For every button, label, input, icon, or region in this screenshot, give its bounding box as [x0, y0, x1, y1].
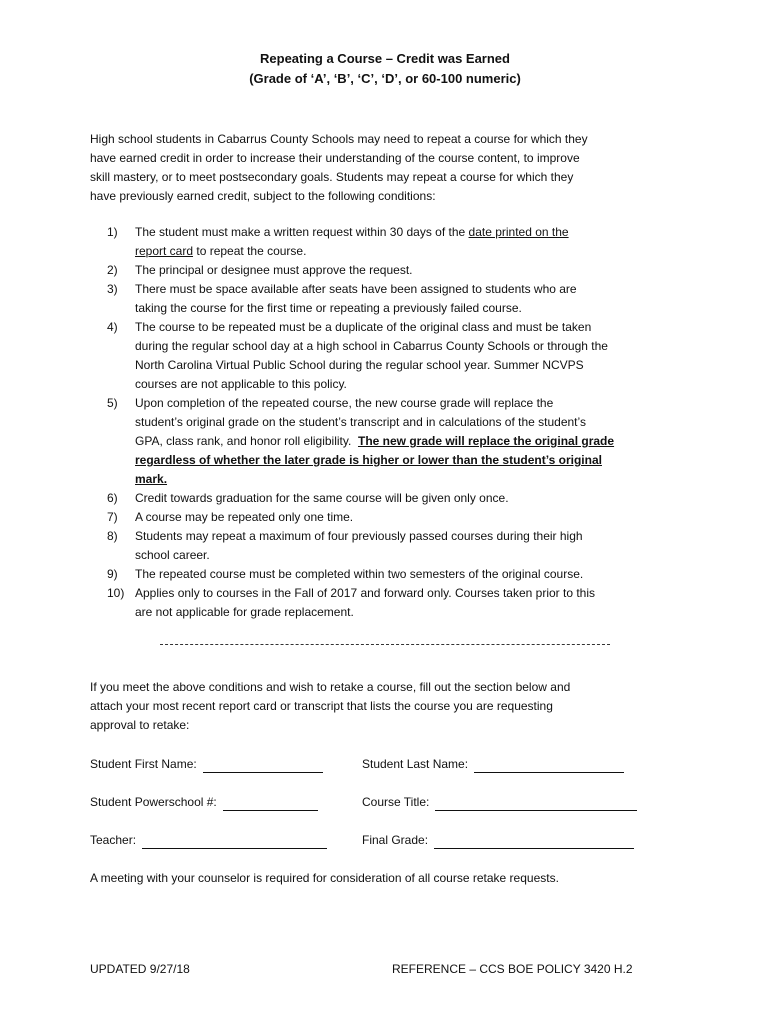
bold-underlined-text: mark. [135, 472, 168, 486]
condition-text: Students may repeat a maximum of four previously passed courses during their high [135, 529, 583, 543]
condition-text: to repeat the course. [193, 244, 307, 258]
condition-text: student’s original grade on the student’s transcript and in calculations of the student’s [135, 415, 586, 429]
condition-text: school career. [135, 548, 210, 562]
document-title [0, 49, 770, 89]
bold-underlined-text: The new grade will replace the original grade [357, 434, 615, 448]
condition-item [90, 318, 690, 394]
condition-item [90, 280, 690, 318]
retake-line: If you meet the above conditions and wish to retake a course, fill out the section below and [90, 680, 571, 694]
condition-number: 1) [107, 225, 118, 239]
powerschool-blank[interactable] [223, 797, 318, 811]
condition-text: during the regular school day at a high school in Cabarrus County Schools or through the [135, 339, 608, 353]
final-grade-blank[interactable] [434, 835, 634, 849]
intro-line: skill mastery, or to meet postsecondary goals. Students may repeat a course for which they [90, 170, 574, 184]
powerschool-field [90, 793, 318, 811]
condition-number: 4) [107, 320, 118, 334]
condition-item [90, 489, 690, 508]
updated-date: UPDATED 9/27/18 [90, 962, 190, 976]
condition-text: Credit towards graduation for the same course will be given only once. [135, 491, 509, 505]
condition-item [90, 223, 690, 261]
condition-text: A course may be repeated only one time. [135, 510, 354, 524]
final-grade-label: Final Grade: [362, 833, 429, 847]
condition-item [90, 394, 690, 489]
teacher-label: Teacher: [90, 833, 137, 847]
last-name-field [362, 755, 624, 773]
condition-number: 3) [107, 282, 118, 296]
intro-line: have previously earned credit, subject to the following conditions: [90, 189, 436, 203]
condition-text: The principal or designee must approve the request. [135, 263, 413, 277]
condition-number: 2) [107, 263, 118, 277]
last-name-label: Student Last Name: [362, 757, 469, 771]
course-title-blank[interactable] [435, 797, 637, 811]
section-divider [160, 644, 610, 645]
final-grade-field [362, 831, 634, 849]
condition-text: Applies only to courses in the Fall of 2017 and forward only. Courses taken prior to this [135, 586, 596, 600]
condition-text: Upon completion of the repeated course, the new course grade will replace the [135, 396, 554, 410]
condition-item [90, 527, 690, 565]
intro-line: have earned credit in order to increase their understanding of the course content, to improve [90, 151, 580, 165]
retake-paragraph [90, 678, 690, 735]
condition-number: 6) [107, 491, 118, 505]
condition-text: courses are not applicable to this policy. [135, 377, 347, 391]
last-name-blank[interactable] [474, 759, 624, 773]
condition-number: 7) [107, 510, 118, 524]
conditions-list [90, 223, 690, 622]
underlined-text: date printed on the [468, 225, 569, 239]
course-title-field [362, 793, 637, 811]
condition-item [90, 261, 690, 280]
retake-line: attach your most recent report card or transcript that lists the course you are requesting [90, 699, 553, 713]
condition-item [90, 584, 690, 622]
condition-item [90, 508, 690, 527]
condition-number: 8) [107, 529, 118, 543]
first-name-label: Student First Name: [90, 757, 197, 771]
condition-text: There must be space available after seats have been assigned to students who are [135, 282, 577, 296]
condition-item [90, 565, 690, 584]
condition-text: GPA, class rank, and honor roll eligibility. [135, 434, 358, 448]
condition-text: The repeated course must be completed within two semesters of the original course. [135, 567, 584, 581]
policy-reference: REFERENCE – CCS BOE POLICY 3420 H.2 [392, 962, 633, 976]
condition-text: The course to be repeated must be a duplicate of the original class and must be taken [135, 320, 592, 334]
intro-line: High school students in Cabarrus County Schools may need to repeat a course for which they [90, 132, 588, 146]
first-name-blank[interactable] [203, 759, 323, 773]
condition-number: 5) [107, 396, 118, 410]
meeting-note: A meeting with your counselor is required for consideration of all course retake requests. [90, 871, 559, 885]
title-line-2: (Grade of ‘A’, ‘B’, ‘C’, ‘D’, or 60-100 numeric) [249, 71, 521, 86]
condition-text: taking the course for the first time or repeating a previously failed course. [135, 301, 522, 315]
title-line-1: Repeating a Course – Credit was Earned [260, 51, 510, 66]
condition-number: 10) [107, 586, 125, 600]
condition-number: 9) [107, 567, 118, 581]
retake-line: approval to retake: [90, 718, 190, 732]
underlined-text: report card [135, 244, 194, 258]
course-title-label: Course Title: [362, 795, 430, 809]
teacher-field [90, 831, 327, 849]
bold-underlined-text: regardless of whether the later grade is higher or lower than the student’s original [135, 453, 602, 467]
first-name-field [90, 755, 323, 773]
condition-text: are not applicable for grade replacement. [135, 605, 354, 619]
condition-text: The student must make a written request within 30 days of the [135, 225, 469, 239]
condition-text: North Carolina Virtual Public School during the regular school year. Summer NCVPS [135, 358, 584, 372]
teacher-blank[interactable] [142, 835, 327, 849]
powerschool-label: Student Powerschool #: [90, 795, 217, 809]
intro-paragraph [90, 130, 690, 206]
